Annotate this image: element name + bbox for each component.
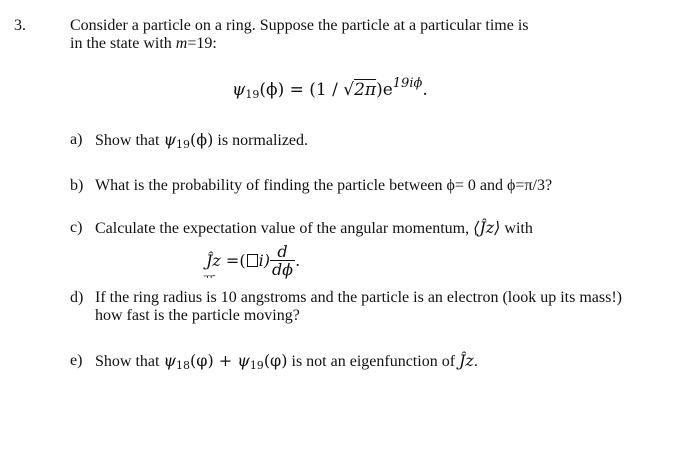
psi-symbol: ψ: [232, 80, 246, 100]
part-e-sub-19: 19: [249, 359, 264, 372]
part-d-line-2: how fast is the particle moving?: [95, 307, 300, 324]
operator-definition: [206, 244, 300, 279]
operator-underline-glyph: ᅲ: [203, 270, 215, 285]
operator-period: .: [295, 251, 301, 270]
exp-exponent: 19iϕ: [392, 76, 423, 91]
part-e-pre: Show that: [95, 353, 164, 370]
intro-m-variable: m: [175, 35, 188, 52]
problem-number: 3.: [14, 17, 26, 34]
wavefunction-equation: [232, 76, 428, 101]
hbar-placeholder-box: [247, 254, 258, 267]
part-b-label: b): [70, 177, 84, 194]
part-e-post: is not an eigenfunction of: [287, 353, 460, 370]
part-c-pre: Calculate the expectation value of the angular momentum,: [95, 220, 474, 237]
part-e-text: [95, 352, 478, 375]
part-a-psi: ψ: [163, 130, 176, 149]
operator-eq: =(: [220, 251, 246, 270]
part-d-label: d): [70, 289, 84, 306]
part-a-label: a): [70, 131, 83, 148]
derivative-fraction: [270, 244, 295, 279]
part-a-sub: 19: [176, 138, 190, 151]
part-c-label: c): [70, 219, 83, 236]
part-c-expectation: ⟨Ĵz⟩: [473, 218, 501, 237]
operator-i: i): [258, 251, 270, 270]
part-e-sub-18: 18: [176, 359, 190, 372]
part-c-text: [95, 219, 533, 238]
part-d-line-1: If the ring radius is 10 angstroms and the particle is an electron (look up its mass!): [95, 289, 622, 306]
fraction-numerator: d: [270, 244, 295, 261]
sqrt-sign: √: [343, 80, 355, 100]
fraction-denominator: dϕ: [271, 260, 294, 279]
psi-argument: (ϕ) = (1 /: [259, 80, 344, 100]
part-a-text: [95, 131, 308, 154]
part-b-text: What is the probability of finding the particle between ϕ= 0 and ϕ=π/3?: [95, 177, 553, 194]
part-a-post: is normalized.: [213, 132, 309, 149]
psi-subscript: 19: [245, 88, 260, 101]
intro-line-2-pre: in the state with: [70, 35, 176, 52]
part-a-pre: Show that: [95, 132, 164, 149]
intro-line-2: [70, 35, 217, 53]
part-a-arg: (ϕ): [190, 130, 214, 149]
part-e-period: .: [473, 353, 478, 370]
part-e-psi-18: ψ: [163, 351, 176, 370]
intro-line-2-post: =19:: [187, 35, 217, 52]
part-e-label: e): [70, 352, 83, 369]
part-e-psi-19: ψ: [237, 351, 250, 370]
part-e-operator: Ĵz: [459, 351, 474, 370]
equation-period: .: [422, 80, 428, 100]
part-e-arg-2: (φ): [263, 351, 288, 370]
operator-lhs: Ĵz: [206, 251, 221, 270]
sqrt-content: 2π: [354, 80, 377, 100]
part-c-post: with: [500, 220, 533, 237]
intro-line-1: Consider a particle on a ring. Suppose the particle at a particular time is: [70, 17, 529, 34]
part-e-arg-1: (φ) +: [190, 351, 238, 370]
exp-base: )e: [376, 80, 393, 100]
